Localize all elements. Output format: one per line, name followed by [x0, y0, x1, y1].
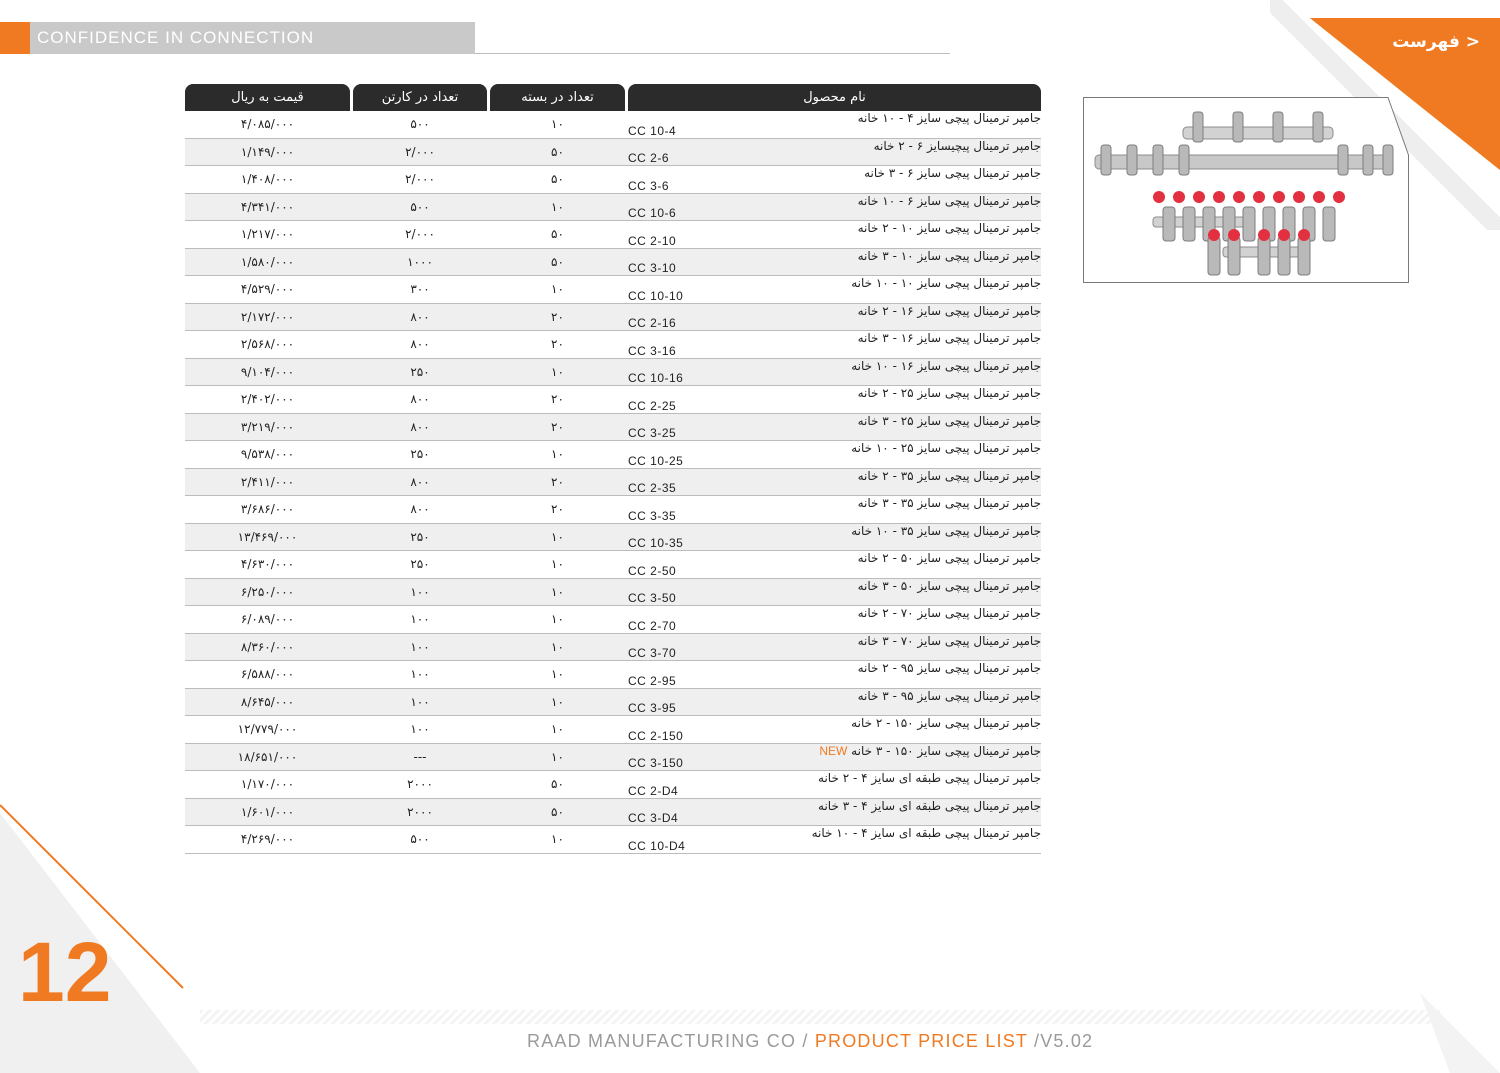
- product-name-text: جامپر ترمینال پیچی سایز ۷۰ - ۳ خانه: [857, 633, 1041, 648]
- header-carton: تعداد در کارتن: [353, 84, 487, 111]
- cell-product-name: [743, 441, 1041, 469]
- cell-carton: ۲۰۰۰: [353, 771, 487, 799]
- cell-price: ۱/۱۷۰/۰۰۰: [185, 771, 350, 799]
- cell-code: CC 2-16: [628, 304, 743, 332]
- price-table: [185, 84, 1041, 854]
- cell-product-name: [743, 661, 1041, 689]
- cell-code: CC 10-16: [628, 359, 743, 387]
- table-row: [185, 634, 1041, 662]
- cell-product-name: [743, 221, 1041, 249]
- cell-price: ۴/۲۶۹/۰۰۰: [185, 826, 350, 854]
- cell-carton: ---: [353, 744, 487, 772]
- product-name-text: جامپر ترمینال پیچی سایز ۱۵۰ - ۲ خانه: [851, 716, 1041, 730]
- product-name-text: جامپر ترمینال پیچی سایز ۲۵ - ۲ خانه: [857, 386, 1041, 400]
- cell-product-name: [743, 194, 1041, 222]
- cell-pack: ۵۰: [490, 799, 625, 827]
- cell-pack: ۱۰: [490, 744, 625, 772]
- cell-product-name: [743, 771, 1041, 799]
- cell-pack: ۱۰: [490, 634, 625, 662]
- header-product-name: نام محصول: [628, 84, 1041, 111]
- table-row: [185, 744, 1041, 772]
- cell-pack: ۲۰: [490, 386, 625, 414]
- product-name-text: جامپر ترمینال پیچی سایز ۷۰ - ۲ خانه: [857, 606, 1041, 620]
- cell-product-name: [743, 414, 1041, 442]
- header-accent: [0, 22, 30, 54]
- cell-product-name: [743, 386, 1041, 414]
- table-row: [185, 496, 1041, 524]
- cell-price: ۹/۵۳۸/۰۰۰: [185, 441, 350, 469]
- cell-code: CC 3-70: [628, 634, 743, 662]
- cell-product-name: [743, 524, 1041, 552]
- cell-price: ۶/۰۸۹/۰۰۰: [185, 606, 350, 634]
- cell-carton: ۲۵۰: [353, 551, 487, 579]
- cell-price: ۴/۵۲۹/۰۰۰: [185, 276, 350, 304]
- cell-code: CC 3-50: [628, 579, 743, 607]
- cell-carton: ۸۰۰: [353, 469, 487, 497]
- product-name-text: جامپر ترمینال پیچی سایز ۱۶ - ۳ خانه: [857, 331, 1041, 345]
- header-divider: [475, 53, 950, 54]
- cell-price: ۱/۱۴۹/۰۰۰: [185, 139, 350, 167]
- cell-product-name: [743, 304, 1041, 332]
- cell-price: ۳/۶۸۶/۰۰۰: [185, 496, 350, 524]
- cell-pack: ۱۰: [490, 551, 625, 579]
- footer-document-title: PRODUCT PRICE LIST: [814, 1031, 1028, 1051]
- cell-code: CC 10-D4: [628, 826, 743, 854]
- product-name-text: جامپر ترمینال پیچی طبقه ای سایز ۴ - ۳ خانه: [818, 798, 1041, 813]
- cell-code: CC 3-10: [628, 249, 743, 277]
- table-row: [185, 606, 1041, 634]
- cell-product-name: [743, 716, 1041, 744]
- cell-pack: ۲۰: [490, 414, 625, 442]
- table-row: [185, 221, 1041, 249]
- product-name-text: جامپر ترمینال پیچی سایز ۱۰ - ۲ خانه: [857, 221, 1041, 235]
- table-row: [185, 826, 1041, 854]
- cell-carton: ۲۰۰۰: [353, 799, 487, 827]
- cell-carton: ۲۵۰: [353, 359, 487, 387]
- cell-carton: ۱۰۰: [353, 716, 487, 744]
- cell-code: CC 2-50: [628, 551, 743, 579]
- product-name-text: جامپر ترمینال پیچی سایز ۱۶ - ۲ خانه: [857, 303, 1041, 318]
- product-name-text: جامپر ترمینال پیچی سایز ۴ - ۱۰ خانه: [857, 111, 1041, 125]
- cell-code: CC 3-150: [628, 744, 743, 772]
- cell-product-name: [743, 689, 1041, 717]
- cell-product-name: [743, 826, 1041, 854]
- cell-code: CC 10-10: [628, 276, 743, 304]
- table-row: [185, 799, 1041, 827]
- cell-pack: ۱۰: [490, 111, 625, 139]
- new-badge: NEW: [819, 743, 848, 758]
- product-name-text: جامپر ترمینال پیچی سایز ۲۵ - ۱۰ خانه: [851, 441, 1041, 455]
- table-row: [185, 331, 1041, 359]
- table-row: [185, 194, 1041, 222]
- product-name-text: جامپر ترمینال پیچی طبقه ای سایز ۴ - ۲ خانه: [818, 771, 1041, 785]
- cell-price: ۳/۲۱۹/۰۰۰: [185, 414, 350, 442]
- cell-price: ۱/۴۰۸/۰۰۰: [185, 166, 350, 194]
- cell-pack: ۱۰: [490, 716, 625, 744]
- cell-price: ۹/۱۰۴/۰۰۰: [185, 359, 350, 387]
- corner-decoration-bottom-right: [1390, 993, 1500, 1073]
- cell-product-name: [743, 331, 1041, 359]
- page-number: 12: [18, 925, 112, 1019]
- cell-carton: ۵۰۰: [353, 194, 487, 222]
- cell-price: ۱/۶۰۱/۰۰۰: [185, 799, 350, 827]
- cell-product-name: [743, 744, 1041, 772]
- product-name-text: جامپر ترمینال پیچی سایز ۵۰ - ۳ خانه: [857, 578, 1041, 593]
- table-row: [185, 414, 1041, 442]
- cell-product-name: [743, 469, 1041, 497]
- product-name-text: جامپر ترمینال پیچی سایز ۱۰ - ۱۰ خانه: [851, 276, 1041, 290]
- product-name-text: جامپر ترمینال پیچی سایز ۵۰ - ۲ خانه: [857, 551, 1041, 565]
- cell-product-name: [743, 634, 1041, 662]
- cell-product-name: [743, 799, 1041, 827]
- product-name-text: جامپر ترمینال پیچی سایز ۱۰ - ۳ خانه: [857, 248, 1041, 263]
- table-row: [185, 579, 1041, 607]
- cell-pack: ۱۰: [490, 579, 625, 607]
- table-row: [185, 716, 1041, 744]
- cell-product-name: [743, 111, 1041, 139]
- cell-carton: ۵۰۰: [353, 826, 487, 854]
- product-name-text: جامپر ترمینال پیچی سایز ۳۵ - ۲ خانه: [857, 468, 1041, 483]
- cell-price: ۸/۶۴۵/۰۰۰: [185, 689, 350, 717]
- cell-price: ۸/۳۶۰/۰۰۰: [185, 634, 350, 662]
- cell-price: ۴/۰۸۵/۰۰۰: [185, 111, 350, 139]
- header-pack: تعداد در بسته: [490, 84, 625, 111]
- cell-carton: ۲۵۰: [353, 441, 487, 469]
- cell-code: CC 10-25: [628, 441, 743, 469]
- product-name-text: جامپر ترمینال پیچی سایز ۳۵ - ۳ خانه: [857, 496, 1041, 510]
- cell-product-name: [743, 359, 1041, 387]
- cell-carton: ۱۰۰۰: [353, 249, 487, 277]
- cell-price: ۱/۲۱۷/۰۰۰: [185, 221, 350, 249]
- cell-code: CC 10-35: [628, 524, 743, 552]
- cell-product-name: [743, 496, 1041, 524]
- cell-pack: ۱۰: [490, 276, 625, 304]
- product-name-text: جامپر ترمینال پیچی سایز ۱۶ - ۱۰ خانه: [851, 358, 1041, 373]
- cell-carton: ۸۰۰: [353, 496, 487, 524]
- cell-pack: ۲۰: [490, 496, 625, 524]
- cell-pack: ۱۰: [490, 441, 625, 469]
- cell-code: CC 3-25: [628, 414, 743, 442]
- table-row: [185, 276, 1041, 304]
- cell-code: CC 3-95: [628, 689, 743, 717]
- footer-band: [200, 1010, 1440, 1024]
- cell-pack: ۵۰: [490, 166, 625, 194]
- product-name-text: جامپر ترمینال پیچی سایز ۲۵ - ۳ خانه: [857, 413, 1041, 428]
- cell-pack: ۱۰: [490, 689, 625, 717]
- cell-carton: ۲۵۰: [353, 524, 487, 552]
- cell-price: ۲/۴۰۲/۰۰۰: [185, 386, 350, 414]
- cell-carton: ۸۰۰: [353, 386, 487, 414]
- header-title: CONFIDENCE IN CONNECTION: [37, 28, 315, 47]
- cell-product-name: [743, 551, 1041, 579]
- cell-code: CC 2-150: [628, 716, 743, 744]
- cell-carton: ۸۰۰: [353, 331, 487, 359]
- cell-pack: ۱۰: [490, 359, 625, 387]
- cell-price: ۴/۳۴۱/۰۰۰: [185, 194, 350, 222]
- table-row: [185, 689, 1041, 717]
- cell-carton: ۳۰۰: [353, 276, 487, 304]
- cell-product-name: [743, 579, 1041, 607]
- cell-code: CC 2-95: [628, 661, 743, 689]
- cell-pack: ۱۰: [490, 194, 625, 222]
- table-row: [185, 551, 1041, 579]
- header-price: قیمت به ریال: [185, 84, 350, 111]
- cell-code: CC 2-70: [628, 606, 743, 634]
- table-header-row: [185, 84, 1041, 111]
- cell-price: ۶/۲۵۰/۰۰۰: [185, 579, 350, 607]
- cell-pack: ۲۰: [490, 331, 625, 359]
- cell-pack: ۱۰: [490, 524, 625, 552]
- cell-pack: ۵۰: [490, 249, 625, 277]
- cell-code: CC 2-10: [628, 221, 743, 249]
- cell-carton: ۸۰۰: [353, 304, 487, 332]
- table-row: [185, 359, 1041, 387]
- cell-code: CC 3-35: [628, 496, 743, 524]
- cell-pack: ۱۰: [490, 826, 625, 854]
- cell-price: ۱۲/۷۷۹/۰۰۰: [185, 716, 350, 744]
- cell-price: ۱۸/۶۵۱/۰۰۰: [185, 744, 350, 772]
- table-row: [185, 386, 1041, 414]
- menu-link[interactable]: < فهرست: [1392, 32, 1480, 52]
- cell-code: CC 10-4: [628, 111, 743, 139]
- cell-carton: ۱۰۰: [353, 606, 487, 634]
- cell-product-name: [743, 249, 1041, 277]
- product-image: [1083, 97, 1409, 283]
- cell-pack: ۱۰: [490, 661, 625, 689]
- cell-code: CC 3-D4: [628, 799, 743, 827]
- product-name-text: جامپر ترمینال پیچی سایز ۱۵۰ - ۳ خانه: [851, 743, 1041, 758]
- cell-code: CC 3-16: [628, 331, 743, 359]
- cell-carton: ۱۰۰: [353, 634, 487, 662]
- footer-text: [527, 1031, 1093, 1052]
- product-name-text: جامپر ترمینال پیچی سایز ۳۵ - ۱۰ خانه: [851, 523, 1041, 538]
- cell-price: ۱۳/۴۶۹/۰۰۰: [185, 524, 350, 552]
- cell-price: ۲/۴۱۱/۰۰۰: [185, 469, 350, 497]
- cell-pack: ۵۰: [490, 771, 625, 799]
- product-name-text: جامپر ترمینال پیچی سایز ۶ - ۱۰ خانه: [857, 193, 1041, 208]
- product-name-text: جامپر ترمینال پیچی سایز ۹۵ - ۲ خانه: [857, 661, 1041, 675]
- cell-carton: ۵۰۰: [353, 111, 487, 139]
- cell-product-name: [743, 276, 1041, 304]
- cell-product-name: [743, 139, 1041, 167]
- cell-code: CC 2-35: [628, 469, 743, 497]
- cell-pack: ۲۰: [490, 304, 625, 332]
- table-row: [185, 524, 1041, 552]
- cell-carton: ۱۰۰: [353, 661, 487, 689]
- cell-price: ۲/۱۷۲/۰۰۰: [185, 304, 350, 332]
- table-row: [185, 249, 1041, 277]
- table-row: [185, 469, 1041, 497]
- product-name-text: جامپر ترمینال پیچی طبقه ای سایز ۴ - ۱۰ خانه: [811, 826, 1041, 840]
- table-row: [185, 166, 1041, 194]
- table-row: [185, 304, 1041, 332]
- cell-price: ۴/۶۳۰/۰۰۰: [185, 551, 350, 579]
- table-row: [185, 661, 1041, 689]
- cell-code: CC 2-D4: [628, 771, 743, 799]
- cell-carton: ۱۰۰: [353, 689, 487, 717]
- cell-product-name: [743, 606, 1041, 634]
- cell-product-name: [743, 166, 1041, 194]
- cell-carton: ۸۰۰: [353, 414, 487, 442]
- footer-version: /V5.02: [1027, 1031, 1094, 1051]
- table-row: [185, 139, 1041, 167]
- cell-carton: ۱۰۰: [353, 579, 487, 607]
- footer-company: RAAD MANUFACTURING CO /: [527, 1031, 815, 1051]
- product-name-text: جامپر ترمینال پیچیسایز ۶ - ۲ خانه: [873, 138, 1041, 153]
- table-row: [185, 771, 1041, 799]
- cell-code: CC 2-25: [628, 386, 743, 414]
- cell-pack: ۵۰: [490, 221, 625, 249]
- table-row: [185, 441, 1041, 469]
- cell-pack: ۱۰: [490, 606, 625, 634]
- cell-price: ۶/۵۸۸/۰۰۰: [185, 661, 350, 689]
- cell-carton: ۲/۰۰۰: [353, 221, 487, 249]
- cell-price: ۲/۵۶۸/۰۰۰: [185, 331, 350, 359]
- cell-code: CC 2-6: [628, 139, 743, 167]
- cell-code: CC 3-6: [628, 166, 743, 194]
- cell-code: CC 10-6: [628, 194, 743, 222]
- cell-pack: ۲۰: [490, 469, 625, 497]
- cell-carton: ۲/۰۰۰: [353, 166, 487, 194]
- cell-price: ۱/۵۸۰/۰۰۰: [185, 249, 350, 277]
- table-row: [185, 111, 1041, 139]
- product-name-text: جامپر ترمینال پیچی سایز ۶ - ۳ خانه: [864, 166, 1041, 180]
- cell-carton: ۲/۰۰۰: [353, 139, 487, 167]
- cell-pack: ۵۰: [490, 139, 625, 167]
- product-name-text: جامپر ترمینال پیچی سایز ۹۵ - ۳ خانه: [857, 688, 1041, 703]
